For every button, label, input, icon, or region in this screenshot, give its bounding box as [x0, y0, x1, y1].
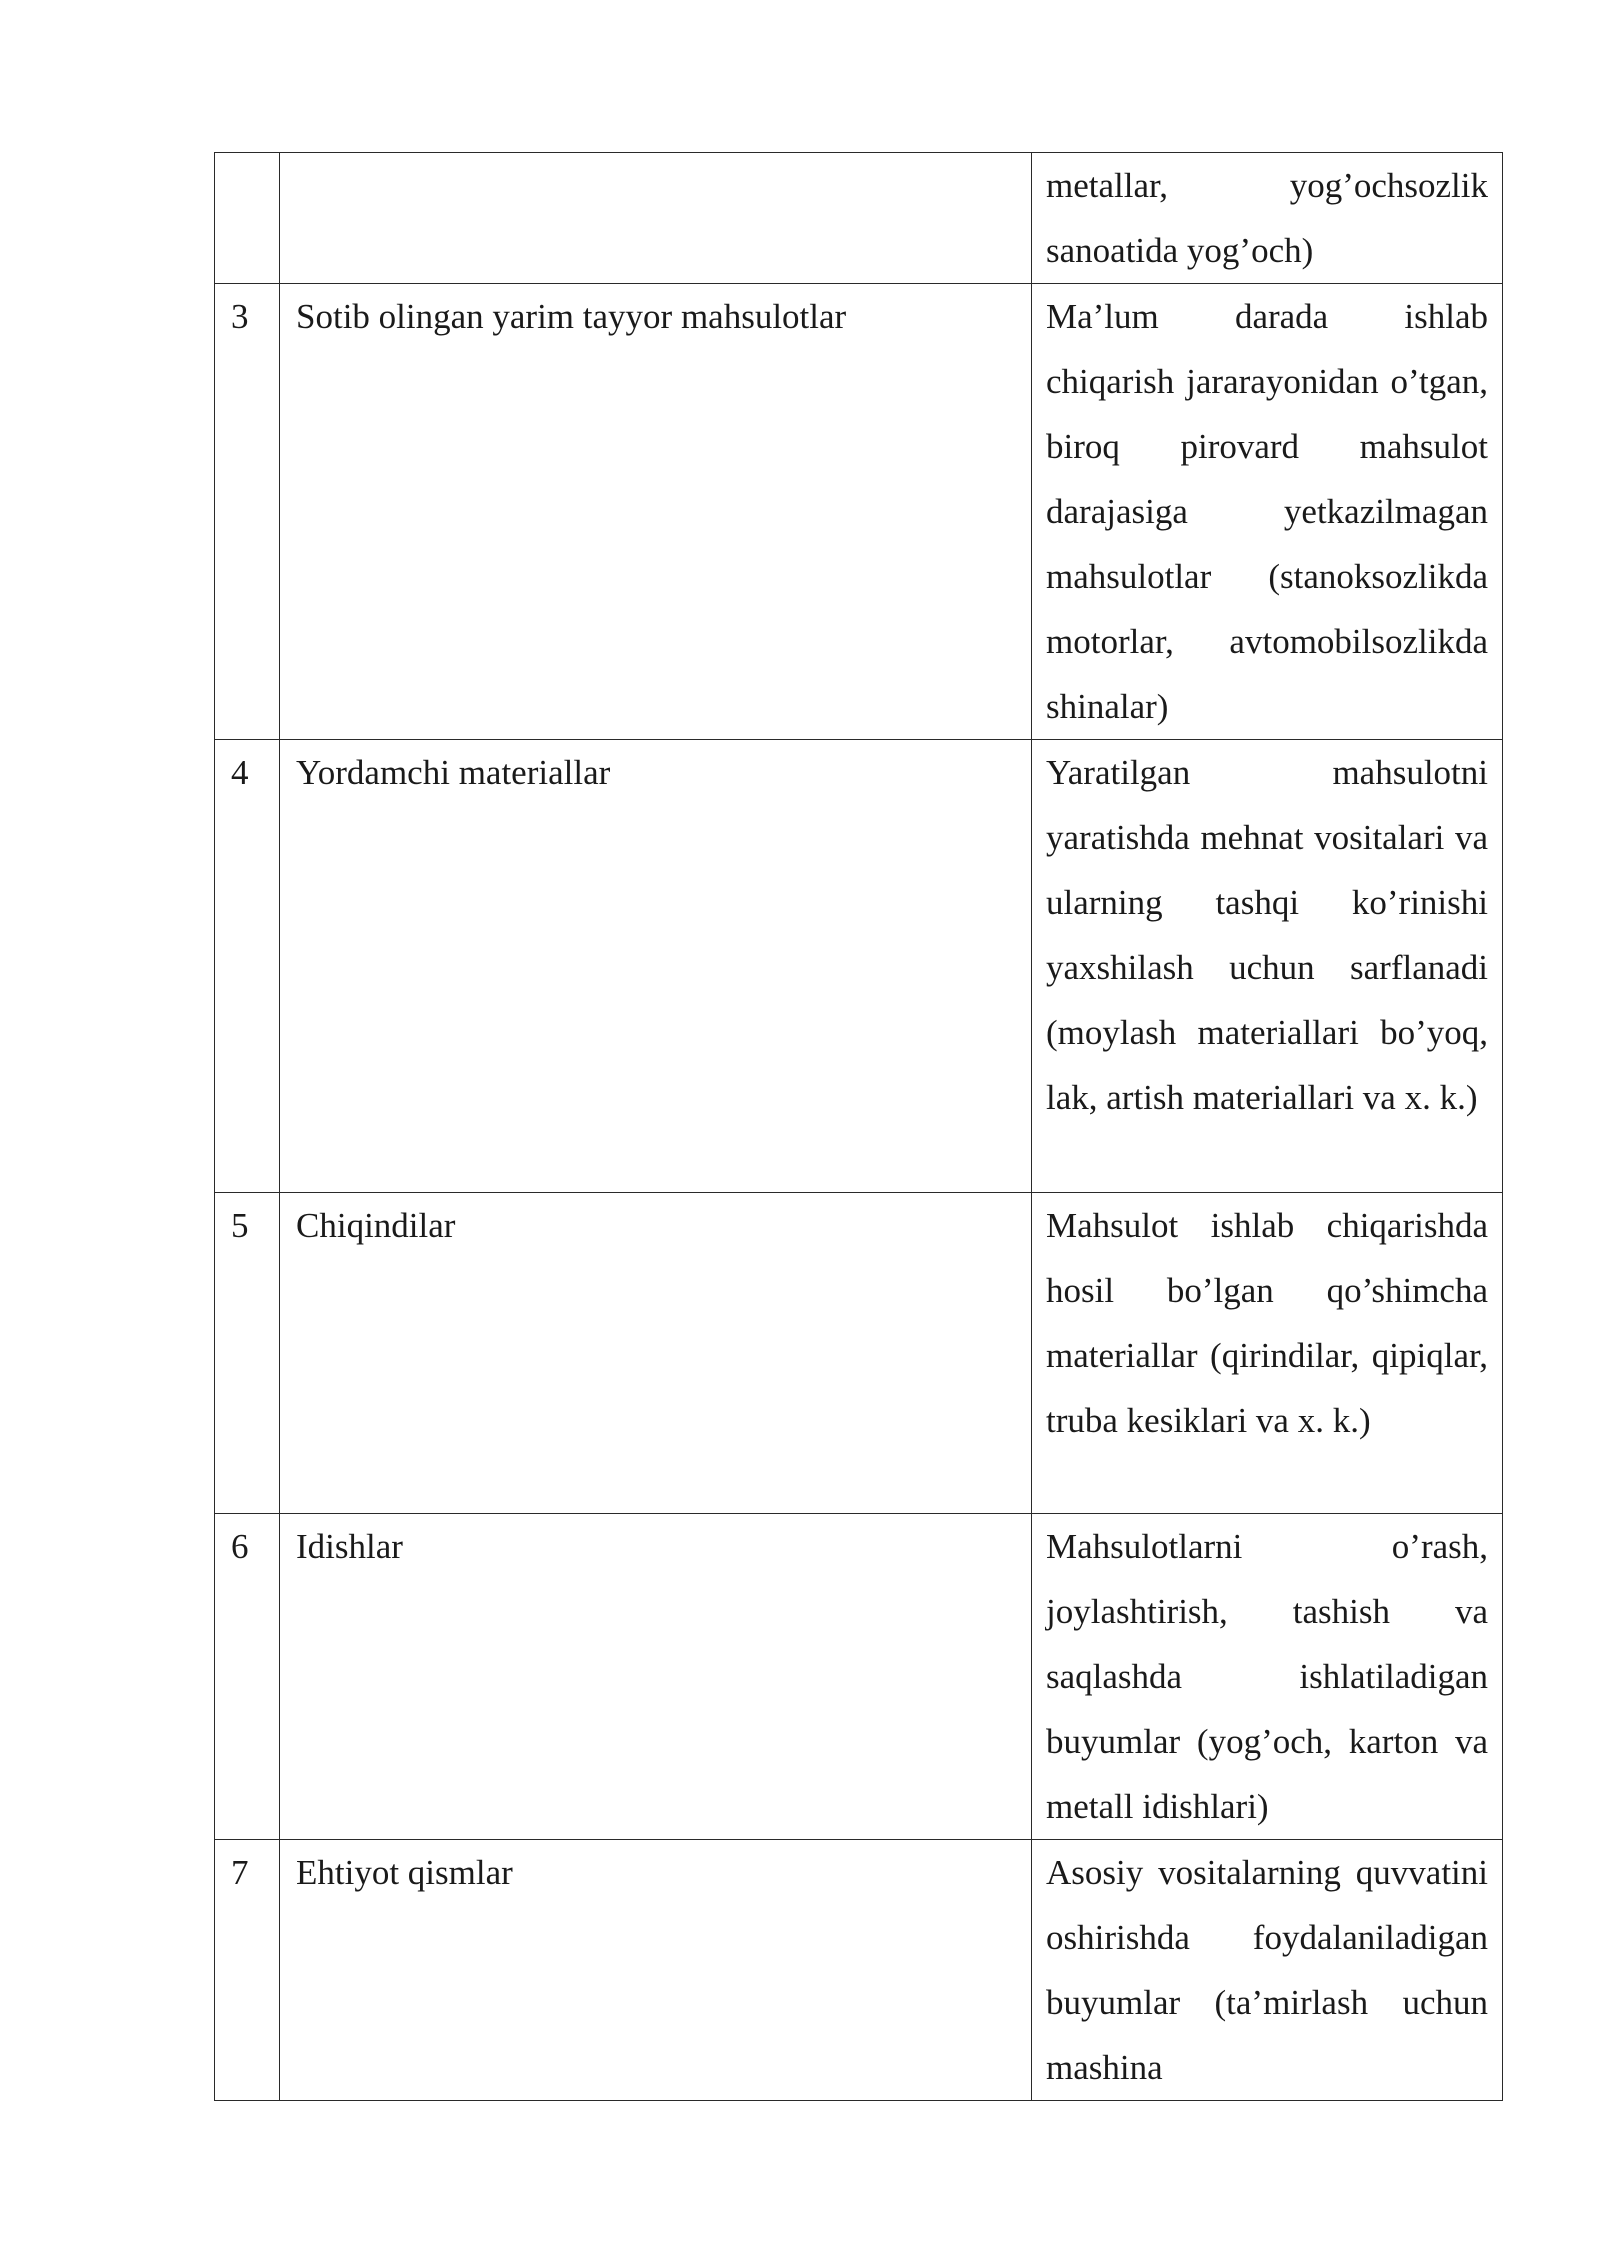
materials-table	[214, 152, 1503, 2101]
row-number-cell: 6	[215, 1514, 280, 1840]
row-name-cell: Idishlar	[280, 1514, 1032, 1840]
row-description-cell: Mahsulot ishlab chiqarishda hosil bo’lgan qo’shimcha materiallar (qirindilar, qipiqlar, truba kesiklari va x. k.)	[1032, 1193, 1503, 1514]
row-name-cell: Yordamchi materiallar	[280, 740, 1032, 1193]
row-description-cell: Ma’lum darada ishlab chiqarish jararayonidan o’tgan, biroq pirovard mahsulot darajasiga yetkazilmagan mahsulotlar (stanoksozlikda motorlar, avtomobilsozlikda shinalar)	[1032, 284, 1503, 740]
row-description-cell: metallar, yog’ochsozlik sanoatida yog’och)	[1032, 153, 1503, 284]
row-name-cell: Ehtiyot qismlar	[280, 1840, 1032, 2101]
row-description-cell: Yaratilgan mahsulotni yaratishda mehnat vositalari va ularning tashqi ko’rinishi yaxshilash uchun sarflanadi (moylash materiallari bo’yoq, lak, artish materiallari va x. k.)	[1032, 740, 1503, 1193]
table-row	[215, 153, 1503, 284]
row-name-cell	[280, 153, 1032, 284]
table-row	[215, 740, 1503, 1193]
table-row	[215, 284, 1503, 740]
row-number-cell: 7	[215, 1840, 280, 2101]
row-description-cell: Mahsulotlarni o’rash, joylashtirish, tashish va saqlashda ishlatiladigan buyumlar (yog’och, karton va metall idishlari)	[1032, 1514, 1503, 1840]
table-row	[215, 1193, 1503, 1514]
row-number-cell: 4	[215, 740, 280, 1193]
row-number-cell: 3	[215, 284, 280, 740]
row-name-cell: Chiqindilar	[280, 1193, 1032, 1514]
row-name-cell: Sotib olingan yarim tayyor mahsulotlar	[280, 284, 1032, 740]
table-row	[215, 1840, 1503, 2101]
row-number-cell: 5	[215, 1193, 280, 1514]
table-row	[215, 1514, 1503, 1840]
row-description-cell: Asosiy vositalarning quvvatini oshirishda foydalaniladigan buyumlar (ta’mirlash uchun mashina	[1032, 1840, 1503, 2101]
row-number-cell	[215, 153, 280, 284]
